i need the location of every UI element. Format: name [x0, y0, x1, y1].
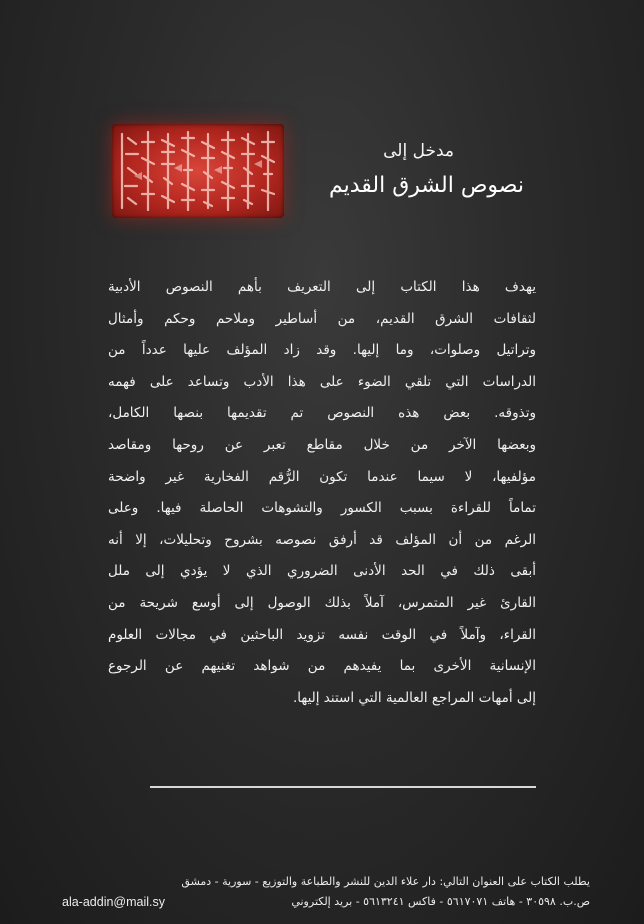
description-line: القراء، وآملاً في الوقت نفسه تزويد الباحثين في مجالات العلوم	[108, 626, 536, 643]
description-line: الإنسانية الأخرى بما يفيدهم من شواهد تغنيهم عن الرجوع	[108, 658, 536, 675]
publisher-email[interactable]: ala-addin@mail.sy	[62, 895, 166, 909]
publisher-info	[62, 872, 590, 912]
cuneiform-seal-image	[112, 124, 284, 218]
description-line: وتذوقه. بعض هذه النصوص تم تقديمها بنصها الكامل،	[108, 405, 536, 422]
book-description	[108, 272, 536, 714]
description-line: الدراسات التي تلقي الضوء على هذا الأدب وتساعد على فهمه	[108, 373, 536, 390]
description-line: مؤلفيها، لا سيما عندما تكون الرُّقم الفخارية غير واضحة	[108, 468, 536, 485]
description-line: القارئ غير المتمرس، آملاً بذلك الوصول إلى أوسع شريحة من	[108, 594, 536, 611]
book-title: نصوص الشرق القديم	[328, 173, 524, 198]
divider-line	[150, 786, 536, 788]
description-line: الرغم من أن المؤلف قد أرفق نصوصه بشروح وتحليلات، إلا أنه	[108, 531, 536, 548]
book-subtitle: مدخل إلى	[383, 141, 454, 161]
book-title-block	[264, 140, 524, 200]
description-line: إلى أمهات المراجع العالمية التي استند إليها.	[292, 689, 536, 706]
description-line: تماماً للقراءة بسبب الكسور والتشوهات الحاصلة فيها. وعلى	[108, 500, 536, 517]
order-address: يطلب الكتاب على العنوان التالي: دار علاء الدين للنشر والطباعة والتوزيع - سورية - دمشق	[181, 875, 590, 888]
description-line: وبعضها الآخر من خلال مقاطع تعبر عن روحها ومقاصد	[108, 436, 536, 453]
description-line: أبقى ذلك في الحد الأدنى الضروري الذي لا يؤدي إلى ملل	[108, 563, 536, 580]
contact-details: ص.ب. ٣٠٥٩٨ - هاتف ٥٦١٧٠٧١ - فاكس ٥٦١٣٢٤١ - بريد إلكتروني	[291, 895, 590, 908]
description-line: وتراتيل وصلوات، وما إليها. وقد زاد المؤلف عليها عدداً من	[108, 342, 536, 359]
cuneiform-seal-icon	[112, 124, 284, 218]
description-line: يهدف هذا الكتاب إلى التعريف بأهم النصوص الأدبية	[108, 279, 536, 295]
description-line: لثقافات الشرق القديم، من أساطير وملاحم وحكم وأمثال	[108, 310, 536, 327]
